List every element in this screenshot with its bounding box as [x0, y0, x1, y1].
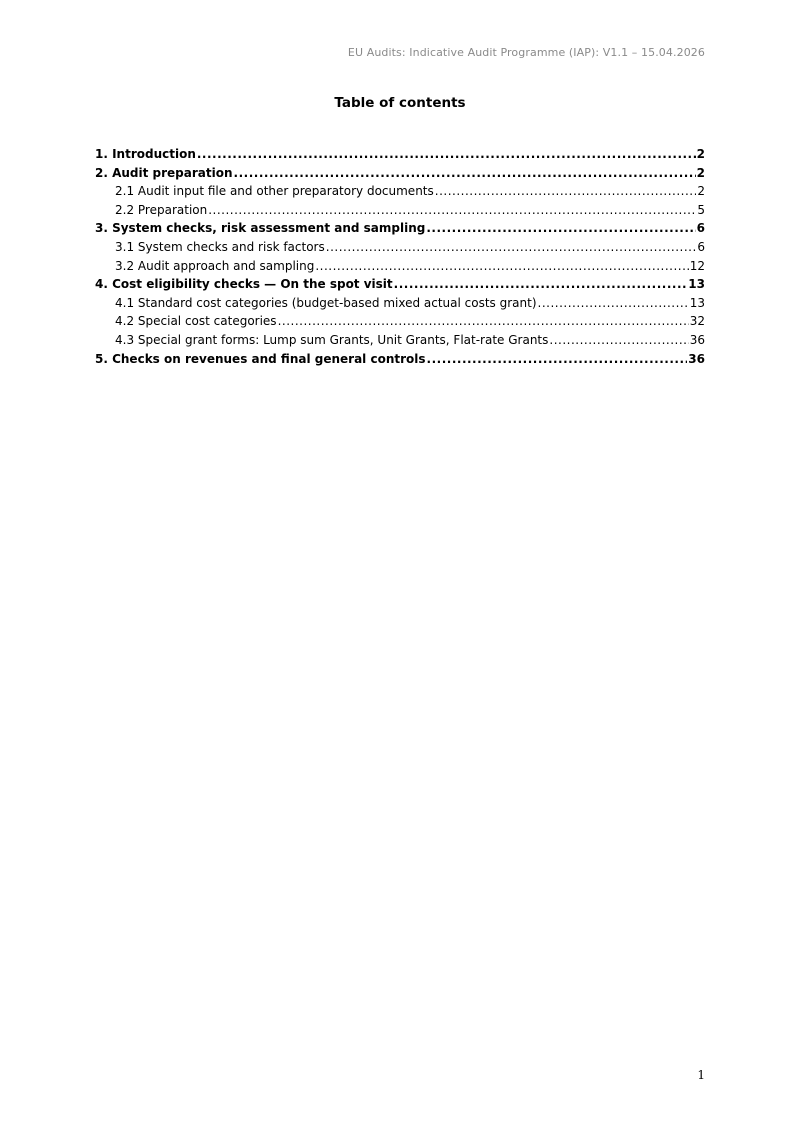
toc-dot-leader	[426, 219, 695, 238]
toc-dot-leader	[208, 201, 696, 220]
toc-entry-label: 4.2 Special cost categories	[115, 314, 277, 329]
toc-title: Table of contents	[334, 95, 466, 111]
toc-entry-label: 3.1 System checks and risk factors	[115, 239, 325, 254]
toc-entry-page: 6	[696, 221, 705, 236]
running-header: EU Audits: Indicative Audit Programme (IAP): V1.1 – 15.04.2026	[347, 46, 705, 59]
toc-dot-leader	[549, 331, 688, 350]
toc-entry-page: 13	[688, 277, 705, 292]
page-number: 1	[697, 1068, 705, 1082]
toc-entry-audit-preparation[interactable]	[95, 164, 705, 183]
toc-entry-label: 2. Audit preparation	[95, 165, 233, 180]
toc-entry-page: 32	[689, 314, 705, 329]
toc-entry-label: 4. Cost eligibility checks — On the spot visit	[95, 277, 393, 292]
toc-dot-leader	[538, 294, 689, 313]
toc-entry-label: 4.3 Special grant forms: Lump sum Grants, Unit Grants, Flat-rate Grants	[115, 332, 549, 347]
toc-entry-preparation[interactable]	[95, 201, 705, 220]
toc-entry-page: 2	[696, 165, 705, 180]
toc-entry-system-checks[interactable]	[95, 219, 705, 238]
toc-dot-leader	[197, 145, 696, 164]
toc-entry-system-checks-risk-factors[interactable]	[95, 238, 705, 257]
toc-entry-checks-on-revenues[interactable]	[95, 350, 705, 369]
toc-entry-page: 6	[697, 239, 705, 254]
toc-dot-leader	[278, 312, 689, 331]
toc-entry-label: 1. Introduction	[95, 147, 196, 161]
toc-entry-page: 5	[697, 202, 705, 217]
toc-entry-cost-eligibility-checks[interactable]	[95, 275, 705, 294]
toc-entry-page: 12	[689, 258, 705, 273]
toc-dot-leader	[315, 257, 688, 276]
toc-entry-page: 2	[697, 184, 705, 199]
toc-entry-label: 2.1 Audit input file and other preparatory documents	[115, 184, 434, 199]
toc-dot-leader	[326, 238, 697, 257]
toc-dot-leader	[234, 164, 696, 183]
toc-dot-leader	[427, 350, 688, 369]
table-of-contents	[95, 145, 705, 368]
toc-dot-leader	[394, 275, 688, 294]
toc-entry-label: 5. Checks on revenues and final general controls	[95, 351, 426, 366]
toc-entry-page: 13	[689, 295, 705, 310]
toc-dot-leader	[435, 182, 697, 201]
toc-entry-label: 3.2 Audit approach and sampling	[115, 258, 315, 273]
toc-entry-standard-cost-categories[interactable]	[95, 294, 705, 313]
toc-entry-special-cost-categories[interactable]	[95, 312, 705, 331]
toc-entry-page: 36	[689, 332, 705, 347]
toc-entry-introduction[interactable]	[95, 145, 705, 164]
toc-entry-audit-approach-sampling[interactable]	[95, 257, 705, 276]
toc-entry-special-grant-forms[interactable]	[95, 331, 705, 350]
toc-entry-audit-input-file[interactable]	[95, 182, 705, 201]
toc-entry-label: 2.2 Preparation	[115, 202, 208, 217]
toc-entry-page: 36	[688, 351, 705, 366]
toc-entry-label: 3. System checks, risk assessment and sampling	[95, 221, 426, 236]
toc-entry-page: 2	[696, 147, 705, 161]
toc-entry-label: 4.1 Standard cost categories (budget-based mixed actual costs grant)	[115, 295, 537, 310]
